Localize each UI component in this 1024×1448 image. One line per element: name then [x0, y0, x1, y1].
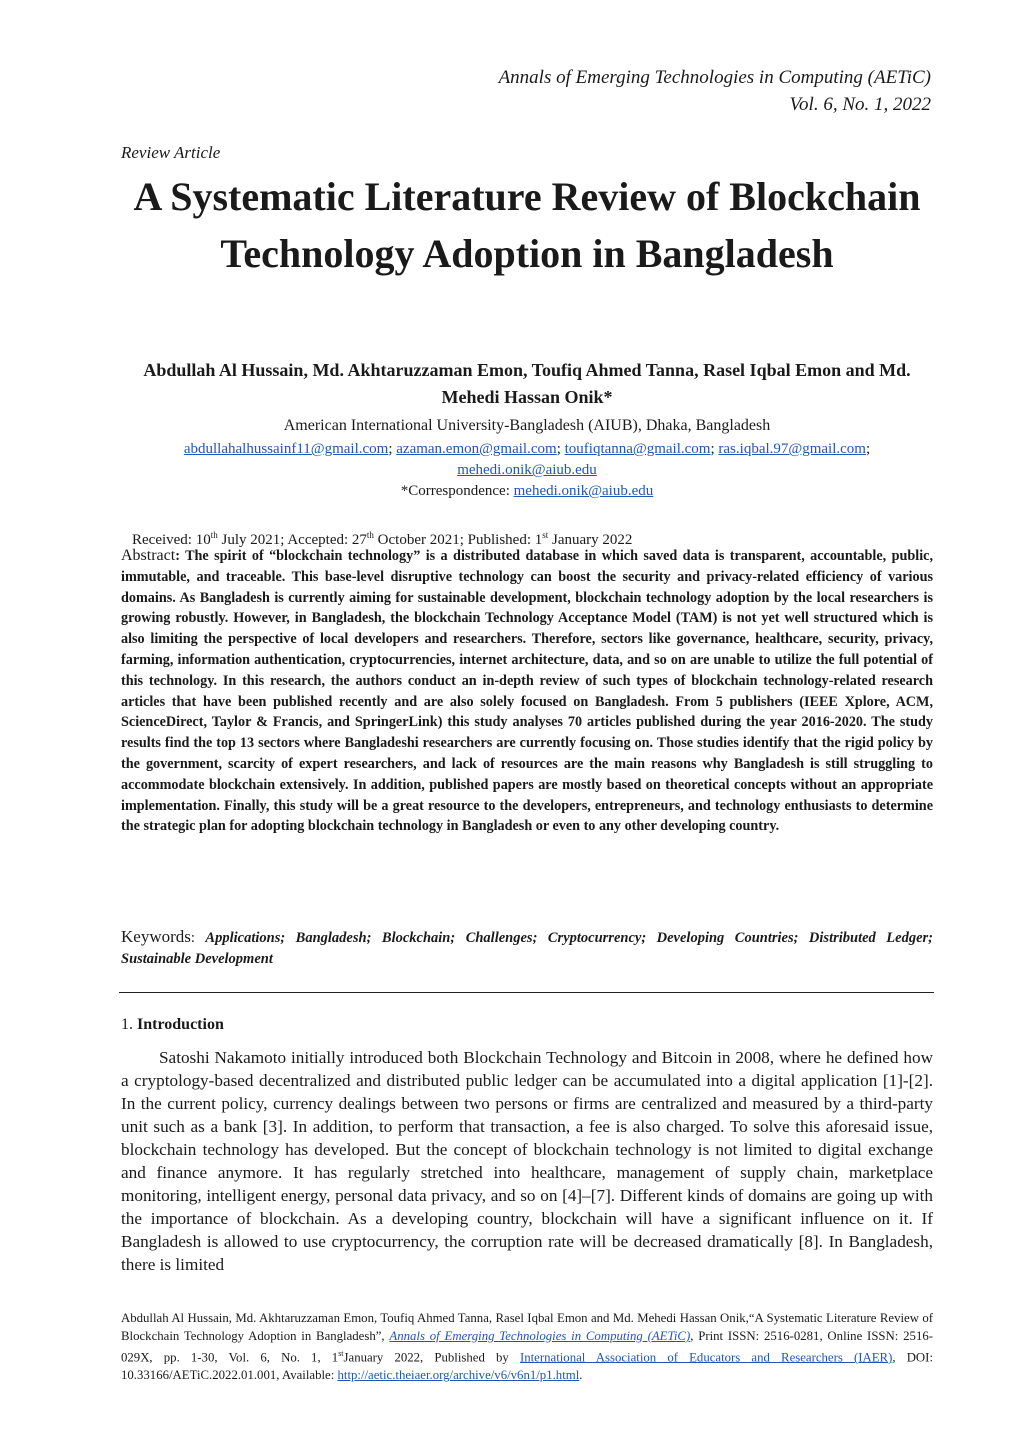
section-divider: [119, 992, 934, 993]
citation-footer: [121, 1309, 933, 1384]
publisher-link[interactable]: International Association of Educators and Researchers (IAER): [519, 1350, 893, 1365]
separator: ;: [710, 441, 719, 457]
keywords-colon: :: [190, 930, 206, 946]
author-list: Abdullah Al Hussain, Md. Akhtaruzzaman Emon, Toufiq Ahmed Tanna, Rasel Iqbal Emon and Md. Mehedi Hassan Onik*: [143, 360, 911, 407]
article-url-link[interactable]: http://aetic.theiaer.org/archive/v6/v6n1/p1.html: [337, 1368, 580, 1383]
email-link[interactable]: ras.iqbal.97@gmail.com: [718, 441, 866, 457]
published-label: October 2021; Published: 1: [373, 532, 543, 548]
section-heading: [121, 1016, 224, 1034]
accepted-label: July 2021; Accepted: 27: [217, 532, 367, 548]
article-type: Review Article: [121, 143, 221, 162]
correspondence-email-link[interactable]: mehedi.onik@aiub.edu: [513, 483, 654, 499]
journal-header: [499, 64, 931, 118]
intro-text-continued: [7]. Different kinds of domains are going up with the importance of blockchain. As a developing country, blockchain will have a significant influence on it. If Bangladesh is allowed to use cryptocurrency, the corruption rate will be decreased dramatically [8]. In Bangladesh, there is limited: [121, 1186, 933, 1274]
separator: ;: [556, 441, 565, 457]
email-link[interactable]: abdullahalhussainf11@gmail.com: [183, 441, 389, 457]
email-link[interactable]: azaman.emon@gmail.com: [396, 441, 557, 457]
keywords-label: Keywords: [121, 927, 191, 946]
section-title: Introduction: [137, 1016, 224, 1033]
ordinal-suffix: st: [338, 1349, 344, 1358]
ordinal-suffix: th: [210, 530, 218, 540]
separator: ;: [865, 441, 871, 457]
ordinal-suffix: st: [542, 530, 549, 540]
affiliation: American International University-Bangladesh (AIUB), Dhaka, Bangladesh: [283, 417, 771, 434]
intro-text: Satoshi Nakamoto initially introduced both Blockchain Technology and Bitcoin in 2008, where he defined how a cryptology-based decentralized and distributed public ledger can be accumulated into a digital application [1]-[2]. In the current policy, currency dealings between two persons or firms are centralized and measured by a third-party unit such as a bank [3]. In addition, to perform that transaction, a fee is also charged. To solve this aforesaid issue, blockchain technology has developed. But the concept of blockchain technology is not limited to digital exchange and finance anymore. It has regularly stretched into healthcare, management of supply chain, marketplace monitoring, intelligent energy, personal data privacy, and so on [4]: [121, 1048, 933, 1205]
email-link[interactable]: mehedi.onik@aiub.edu: [457, 462, 597, 478]
citation-text: Abdullah Al Hussain, Md. Akhtaruzzaman Emon, Toufiq Ahmed Tanna, Rasel Iqbal Emon and Md. Mehedi Hassan Onik,“A Systematic Literature Review of Blockchain Technology Adoption in Bangladesh”,: [121, 1311, 933, 1343]
correspondence-label: *Correspondence:: [400, 483, 514, 499]
abstract: [121, 546, 933, 837]
section-number: 1.: [121, 1016, 133, 1033]
abstract-text: The spirit of “blockchain technology” is a distributed database in which saved data is transparent, accountable, public, immutable, and traceable. This base-level disruptive technology can boost the security and privacy-related efficiency of various domains. As Bangladesh is currently aiming for sustainable development, blockchain technology adoption by the local researchers is growing robustly. However, in Bangladesh, the blockchain Technology Acceptance Model (TAM) is not yet well structured which is also limiting the perspective of local developers and researchers. Therefore, sectors like governance, healthcare, security, privacy, farming, information authentication, cryptocurrencies, internet architecture, data, and so on are unable to utilize the full potential of this technology. In this research, the authors conduct an in-depth review of such types of blockchain technology-related research articles that have been published recently and are also solely focused on Bangladesh. From 5 publishers (IEEE Xplore, ACM, ScienceDirect, Taylor & Francis, and SpringerLink) this study analyses 70 articles published during the year 2016-2020. The study results find the top 13 sectors where Bangladeshi researchers are currently focusing on. Those studies identify that the rigid policy by the government, scarcity of expert researchers, and lack of resources are the main reasons why Bangladesh is still struggling to accommodate blockchain extensively. In addition, published papers are mostly based on theoretical concepts without an appropriate implementation. Finally, this study will be a great resource to the developers, entrepreneurs, and technology enthusiasts to determine the strategic plan for adopting blockchain technology in Bangladesh or even to any other developing country.: [121, 548, 934, 835]
citation-text: , DOI: 10.33166/AETiC.2022.01.001, Available:: [121, 1350, 933, 1383]
citation-text: , Print ISSN: 2516-0281, Online ISSN: 2516-029X, pp. 1-30, Vol. 6, No. 1, 1: [121, 1329, 933, 1365]
abstract-label: Abstract: [121, 547, 176, 564]
published-date: January 2022: [548, 532, 633, 548]
en-dash: –: [582, 1186, 591, 1205]
separator: ;: [388, 441, 397, 457]
citation-period: .: [579, 1368, 583, 1383]
email-link[interactable]: toufiqtanna@gmail.com: [564, 441, 711, 457]
received-label: Received: 10: [132, 532, 211, 548]
author-emails: [121, 439, 933, 481]
journal-name: Annals of Emerging Technologies in Computing (AETiC): [498, 67, 931, 88]
ordinal-suffix: th: [366, 530, 374, 540]
journal-volume: Vol. 6, No. 1, 2022: [789, 94, 931, 115]
paper-title: A Systematic Literature Review of Blockchain Technology Adoption in Bangladesh: [133, 174, 921, 276]
journal-link[interactable]: Annals of Emerging Technologies in Computing (AETiC): [389, 1329, 691, 1343]
abstract-colon: :: [175, 548, 186, 564]
keywords-text: Applications; Bangladesh; Blockchain; Challenges; Cryptocurrency; Developing Countries; Distributed Ledger; Sustainable Development: [121, 930, 933, 967]
citation-text: January 2022, Published by: [343, 1350, 520, 1365]
intro-paragraph: [121, 1046, 933, 1276]
correspondence: [121, 481, 933, 502]
keywords: [121, 926, 933, 970]
